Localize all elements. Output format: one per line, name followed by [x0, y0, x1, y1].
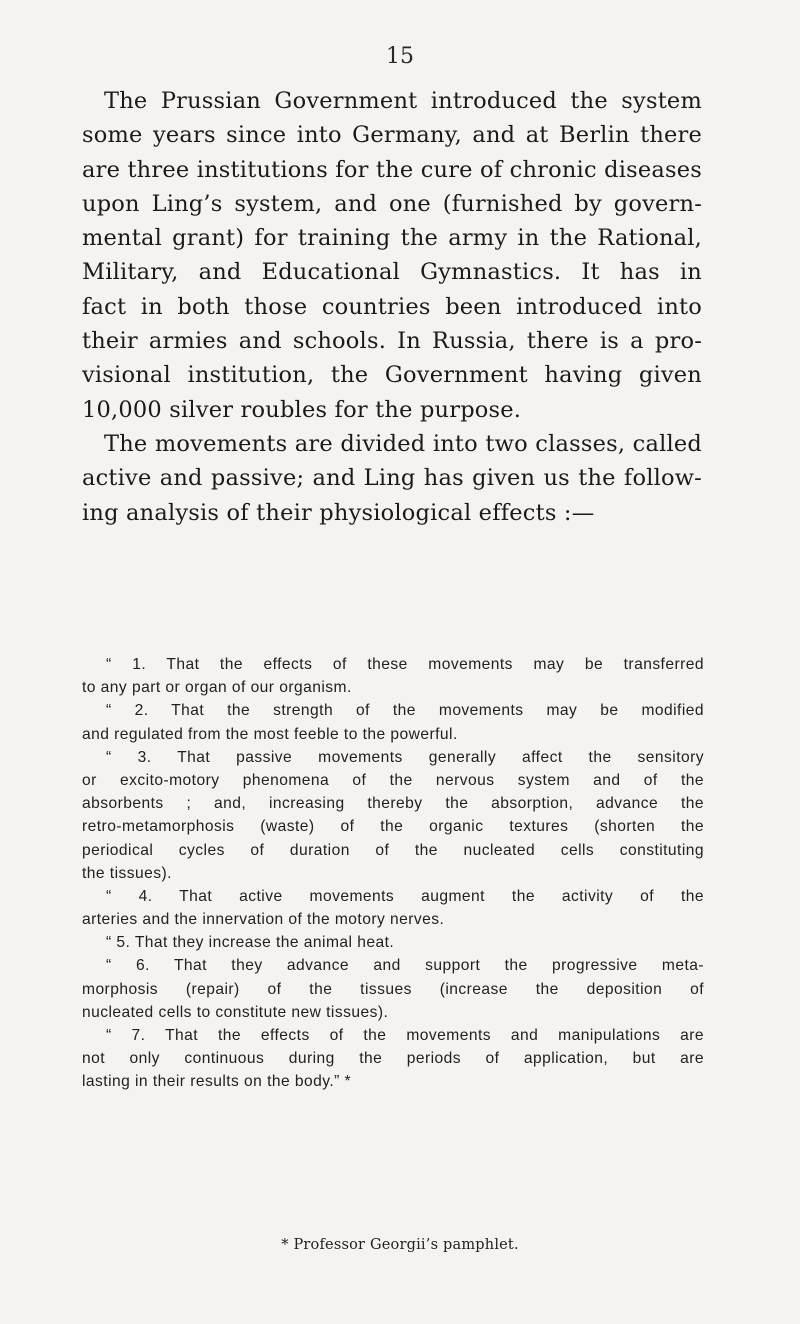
- text-line: The Prussian Government introduced the system: [104, 88, 702, 114]
- text-line: visional institution, the Government having given: [82, 362, 702, 389]
- quote-line: not only continuous during the periods of application, but are: [82, 1050, 704, 1068]
- text-line: mental grant) for training the army in the Rational,: [82, 225, 702, 252]
- page-number: 15: [386, 44, 414, 69]
- quote-line: periodical cycles of duration of the nucleated cells constituting: [82, 841, 704, 859]
- text-line: some years since into Germany, and at Berlin there: [82, 122, 702, 149]
- quotation-item: [82, 746, 704, 885]
- text-line: 10,000 silver roubles for the purpose.: [82, 396, 522, 423]
- quote-line: “ 7. That the effects of the movements and manipulations are: [106, 1027, 704, 1044]
- quote-line: absorbents ; and, increasing thereby the absorption, advance the: [82, 795, 704, 813]
- quote-line: morphosis (repair) of the tissues (increase the deposition of: [82, 980, 704, 998]
- quotation-item: [82, 1024, 704, 1094]
- quoted-analysis: [82, 653, 704, 1094]
- paragraph: [82, 427, 702, 530]
- text-line: Military, and Educational Gymnastics. It has in: [82, 259, 702, 286]
- text-line: are three institutions for the cure of chronic diseases: [82, 156, 702, 183]
- quote-line: nucleated cells to constitute new tissues).: [82, 1003, 389, 1021]
- quote-line: or excito-motory phenomena of the nervous system and of the: [82, 771, 704, 789]
- quotation-item: [82, 699, 704, 745]
- footnote: * Professor Georgii’s pamphlet.: [281, 1237, 519, 1253]
- quote-line: “ 6. That they advance and support the progressive meta-: [106, 957, 704, 975]
- text-line: The movements are divided into two classes, called: [104, 430, 702, 457]
- text-line: active and passive; and Ling has given us the follow-: [82, 465, 702, 492]
- quotation-item: [82, 954, 704, 1024]
- quote-line: “ 5. That they increase the animal heat.: [106, 934, 395, 952]
- quote-line: to any part or organ of our organism.: [82, 679, 352, 697]
- quote-line: and regulated from the most feeble to the powerful.: [82, 725, 458, 743]
- paragraph: [82, 84, 702, 427]
- quotation-item: [82, 653, 704, 699]
- text-line: upon Ling’s system, and one (furnished by govern-: [82, 190, 702, 217]
- text-line: fact in both those countries been introduced into: [82, 293, 702, 320]
- body-text: [82, 84, 702, 530]
- quote-line: retro-metamorphosis (waste) of the organic textures (shorten the: [82, 818, 704, 836]
- quotation-item: [82, 931, 704, 954]
- quote-line: lasting in their results on the body.” *: [82, 1073, 352, 1091]
- quote-line: arteries and the innervation of the motory nerves.: [82, 911, 445, 929]
- quote-line: “ 1. That the effects of these movements may be transferred: [106, 656, 704, 673]
- quote-line: “ 2. That the strength of the movements may be modified: [106, 702, 704, 720]
- text-line: their armies and schools. In Russia, there is a pro-: [82, 328, 702, 355]
- quote-line: “ 3. That passive movements generally affect the sensitory: [106, 748, 704, 766]
- quote-line: “ 4. That active movements augment the activity of the: [106, 887, 704, 905]
- text-line: ing analysis of their physiological effects :—: [82, 499, 595, 526]
- quotation-item: [82, 885, 704, 931]
- quote-line: the tissues).: [82, 864, 172, 882]
